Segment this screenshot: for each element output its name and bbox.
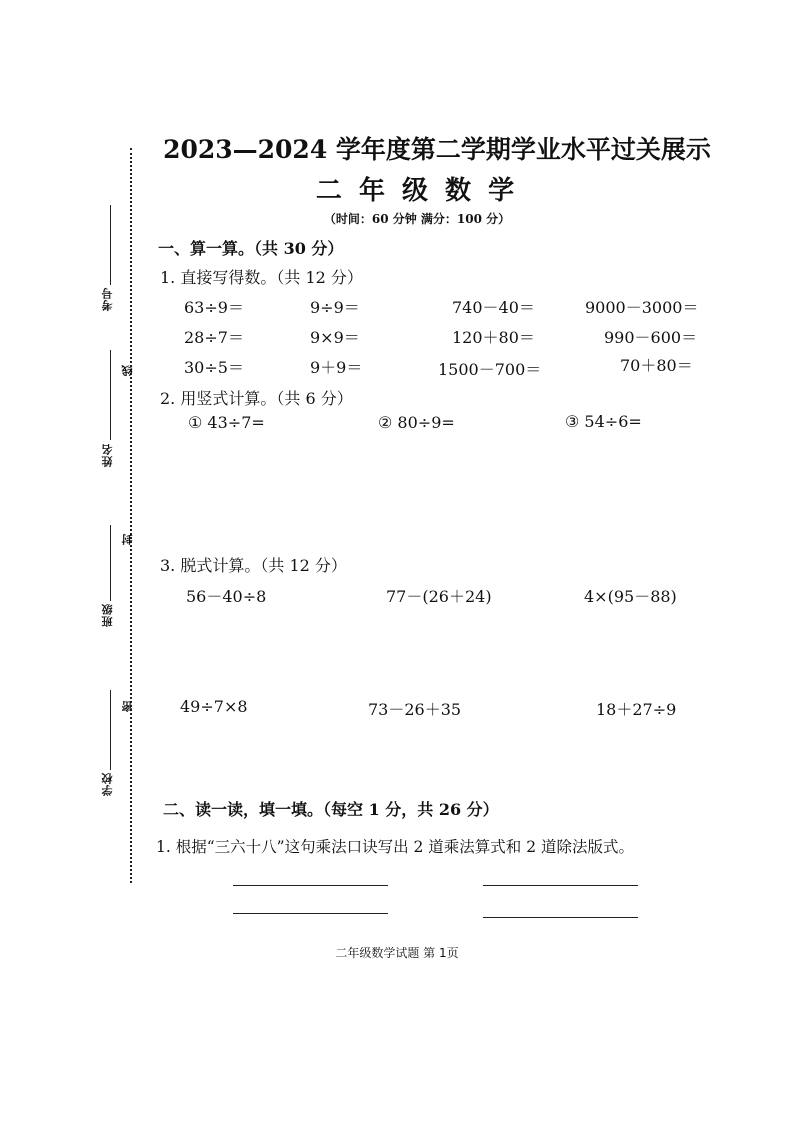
q1-item: 9000－3000＝ [585, 298, 699, 317]
q3-label: 3. 脱式计算。（共 12 分） [160, 556, 347, 575]
seal-word-feng: 封 [121, 533, 134, 545]
name-blank[interactable] [110, 350, 111, 440]
class-blank[interactable] [110, 525, 111, 601]
exam-info: （时间：60 分钟 满分：100 分） [323, 212, 511, 226]
q1-item: 9＋9＝ [310, 358, 363, 377]
page-footer: 二年级数学试题 第 1页 [335, 946, 459, 960]
q3-item: 56－40÷8 [186, 587, 267, 606]
answer-blank[interactable] [233, 885, 388, 886]
q1-item: 28÷7＝ [184, 328, 244, 347]
answer-blank[interactable] [483, 917, 638, 918]
q2-item: ① 43÷7= [188, 413, 265, 432]
q1-item: 70＋80＝ [620, 356, 693, 375]
s2-q1-text: 1. 根据“三六十八”这句乘法口诀写出 2 道乘法算式和 2 道除法版式。 [156, 838, 634, 856]
seal-word-mi: 密 [121, 700, 134, 712]
q3-item: 18＋27÷9 [596, 700, 677, 719]
section2-heading: 二、读一读，填一填。（每空 1 分，共 26 分） [163, 800, 499, 819]
q1-item: 30÷5＝ [184, 358, 244, 377]
answer-blank[interactable] [483, 885, 638, 886]
q1-item: 990－600＝ [604, 328, 698, 347]
exam-no-label: 考号 [101, 287, 114, 311]
q1-item: 1500－700＝ [438, 360, 542, 379]
section1-heading: 一、算一算。（共 30 分） [158, 239, 344, 258]
subject-title: 二 年 级 数 学 [315, 176, 519, 206]
q1-item: 63÷9＝ [184, 298, 244, 317]
class-label: 班级 [101, 603, 114, 627]
q3-item: 73－26＋35 [368, 700, 462, 719]
school-blank[interactable] [110, 690, 111, 770]
q1-item: 120＋80＝ [452, 328, 535, 347]
q3-item: 4×(95－88) [584, 587, 677, 606]
q2-item: ③ 54÷6= [565, 412, 642, 431]
q1-item: 9÷9＝ [310, 298, 360, 317]
school-label: 学校 [101, 772, 114, 796]
q3-item: 77－(26＋24) [386, 587, 492, 606]
q1-item: 9×9＝ [310, 328, 360, 347]
seal-word-xian: 线 [121, 364, 134, 376]
name-label: 姓名 [101, 443, 114, 467]
q3-item: 49÷7×8 [180, 697, 248, 716]
dotted-binding-line [130, 148, 132, 883]
q1-item: 740－40＝ [452, 298, 535, 317]
exam-title: 2023—2024 学年度第二学期学业水平过关展示 [163, 135, 711, 164]
answer-blank[interactable] [233, 913, 388, 914]
q2-label: 2. 用竖式计算。（共 6 分） [160, 389, 353, 408]
q2-item: ② 80÷9= [378, 413, 455, 432]
q1-label: 1. 直接写得数。（共 12 分） [160, 268, 363, 287]
